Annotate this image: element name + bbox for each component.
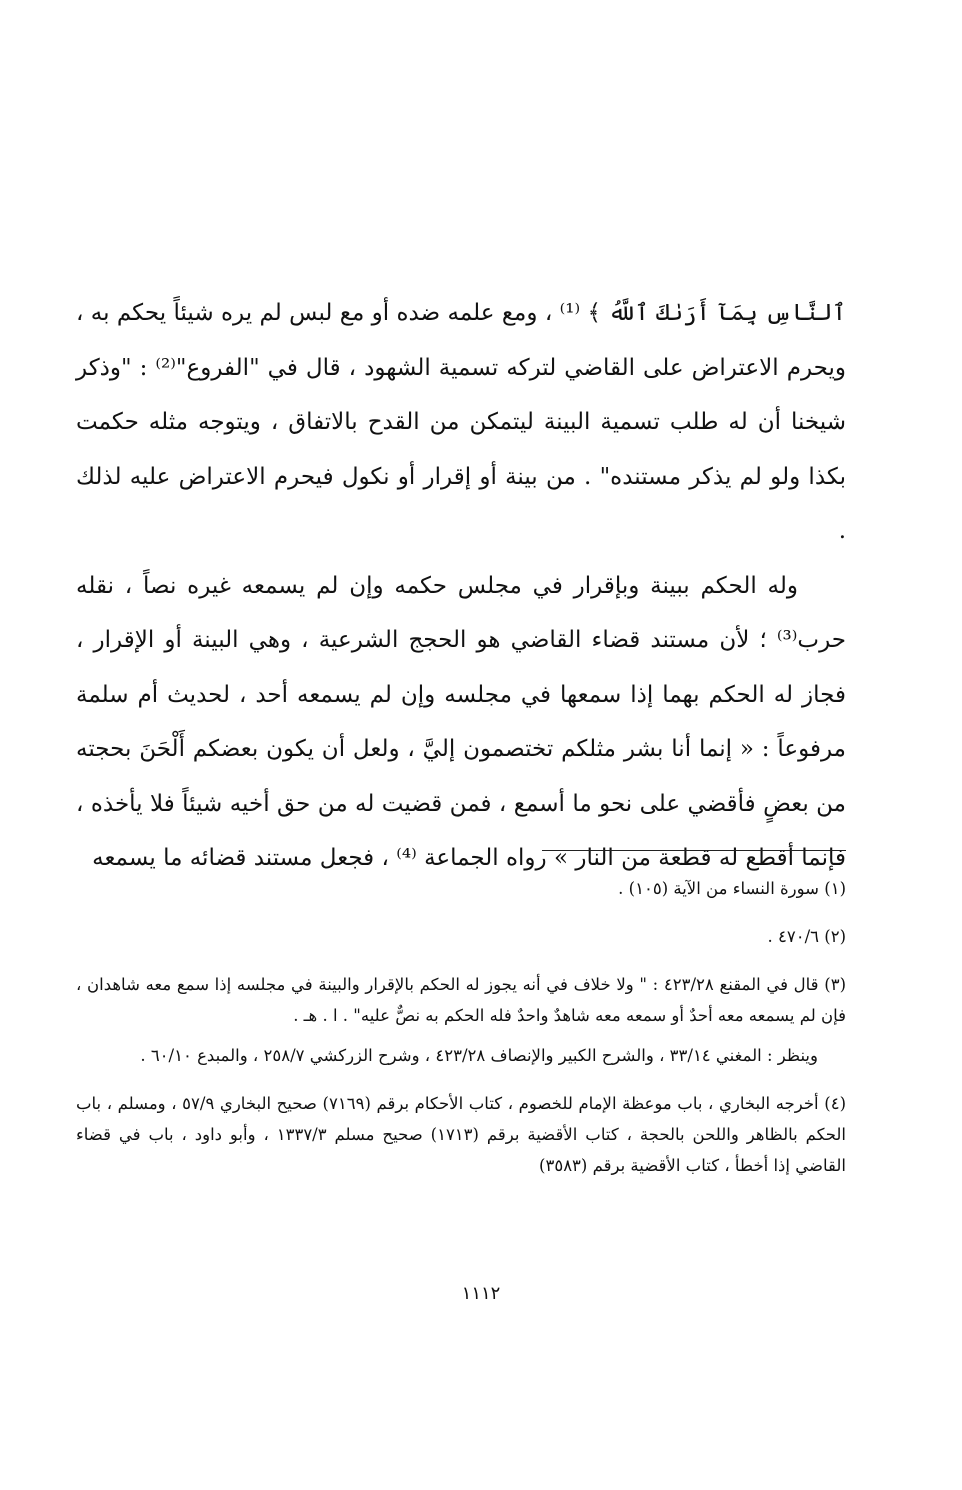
footnote-text: وينظر : المغني ٣٣/١٤ ، والشرح الكبير والإنصاف ٤٢٣/٢٨ ، وشرح الزركشي ٢٥٨/٧ ، والمبدع ٦٠/١٠ . (140, 1046, 818, 1065)
footnote-text: سورة النساء من الآية (١٠٥) . (618, 879, 819, 898)
footnote-number: (١) (824, 879, 846, 898)
body-paragraph: ٱلنَّاسِ بِمَآ أَرَىٰكَ ٱللَّهُ ﴾ ⁽¹⁾ ، ومع علمه ضده أو مع لبس لم يره شيئاً يحكم به ، ويحرم الاعتراض على القاضي لتركه تسمية الشهود ، قال في "الفروع"⁽²⁾ : "وذكر شيخنا أن له طلب تسمية البينة ليتمكن من القدح بالاتفاق ، ويتوجه مثله حكمت بكذا ولو لم يذكر مستنده" . من بينة أو إقرار أو نكول فيحرم الاعتراض عليه لذلك . (76, 300, 846, 544)
footnote-number: (٣) (824, 975, 846, 994)
footnote (76, 873, 846, 904)
page-number: ١١١٢ (461, 1283, 501, 1304)
main-text (76, 286, 846, 886)
footnote-separator (542, 850, 846, 851)
footnote-text: قال في المقنع ٤٢٣/٢٨ : " ولا خلاف في أنه يجوز له الحكم بالإقرار والبينة في مجلسه إذا سمع معه شاهدان ، فإن لم يسمعه معه أحدٌ أو سمعه معه شاهدٌ واحدٌ فله الحكم به نصٌّ عليه" . ا . هـ . (76, 975, 846, 1025)
footnotes (76, 873, 846, 1181)
footnote-text: ٤٧٠/٦ . (767, 927, 819, 946)
footnote (76, 969, 846, 1031)
footnote (76, 1088, 846, 1181)
footnote-text: أخرجه البخاري ، باب موعظة الإمام للخصوم ، كتاب الأحكام برقم (٧١٦٩) صحيح البخاري ٥٧/٩ ، ومسلم ، باب الحكم بالظاهر واللحن بالحجة ، كتاب الأقضية برقم (١٧١٣) صحيح مسلم ١٣٣٧/٣ ، وأبو داود ، باب في قضاء القاضي إذا أخطأ ، كتاب الأقضية برقم (٣٥٨٣) (76, 1094, 846, 1175)
footnote-number: (٤) (824, 1094, 846, 1113)
footnote-continuation (76, 1040, 846, 1071)
footnote (76, 921, 846, 952)
footnote-number: (٢) (824, 927, 846, 946)
body-paragraph: وله الحكم ببينة وبإقرار في مجلس حكمه وإن لم يسمعه غيره نصاً ، نقله حرب⁽³⁾ ؛ لأن مستند قضاء القاضي هو الحجج الشرعية ، وهي البينة أو الإقرار ، فجاز له الحكم بهما إذا سمعها في مجلسه وإن لم يسمعه أحد ، لحديث أم سلمة مرفوعاً : « إنما أنا بشر مثلكم تختصمون إليَّ ، ولعل أن يكون بعضكم أَلْحَنَ بحجته من بعضٍ فأقضي على نحو ما أسمع ، فمن قضيت له من حق أخيه شيئاً فلا يأخذه ، فإنما أقطع له قطعة من النار » رواه الجماعة ⁽⁴⁾ ، فجعل مستند قضائه ما يسمعه (76, 572, 846, 871)
